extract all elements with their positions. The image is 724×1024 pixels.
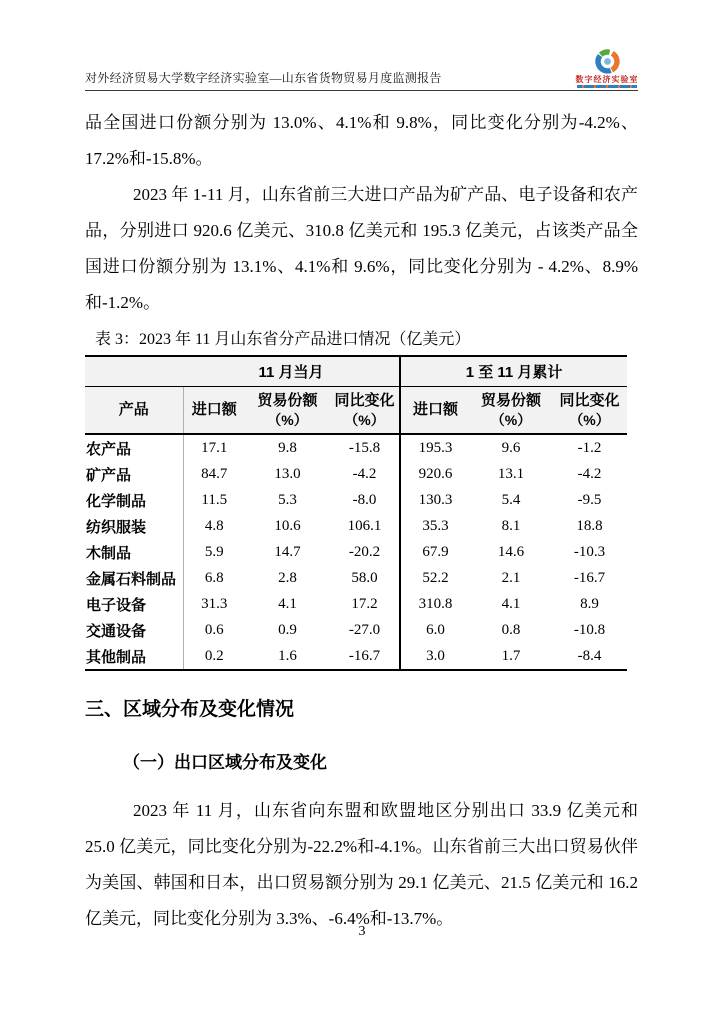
group-header-current-month: 11 月当月: [183, 356, 400, 387]
page-number: 3: [358, 924, 366, 939]
cell: -9.5: [577, 491, 602, 508]
product-name: 电子设备: [86, 596, 147, 614]
product-name: 其他制品: [86, 648, 147, 666]
group-header-cumulative: 1 至 11 月累计: [400, 356, 627, 387]
cell: -4.2: [577, 465, 602, 482]
cell: 35.3: [400, 513, 470, 539]
cell: 11.5: [183, 487, 245, 513]
cell: 84.7: [183, 461, 245, 487]
cell: 4.1: [278, 595, 297, 612]
section-title-region-distribution: 三、区域分布及变化情况: [85, 699, 295, 720]
cell: 67.9: [400, 539, 470, 565]
cell: -10.8: [573, 621, 606, 638]
cell: -1.2: [577, 439, 602, 456]
product-name: 金属石料制品: [86, 570, 177, 588]
cell: -10.3: [573, 543, 606, 560]
cell: 13.0: [274, 465, 301, 482]
table-corner-cell: [85, 356, 183, 387]
cell: 1.6: [278, 647, 297, 664]
table-caption: 表 3：2023 年 11 月山东省分产品进口情况（亿美元）: [95, 331, 471, 348]
cell: 58.0: [351, 569, 378, 586]
cell: 4.1: [501, 595, 521, 612]
cell: 17.1: [183, 434, 245, 461]
cell: 0.9: [278, 621, 297, 638]
cell: -16.7: [573, 569, 606, 586]
cell: 31.3: [183, 591, 245, 617]
cell: 18.8: [576, 517, 603, 534]
cell: -8.4: [577, 647, 602, 664]
table-row: [85, 591, 627, 617]
product-name: 纺织服装: [86, 518, 147, 536]
table-row: [85, 461, 627, 487]
cell: 130.3: [400, 487, 470, 513]
cell: 3.0: [400, 643, 470, 670]
table-row: [85, 539, 627, 565]
lab-logo: [574, 48, 640, 88]
table-row: [85, 565, 627, 591]
cell: 17.2: [351, 595, 378, 612]
paragraph-cumulative-imports: 2023 年 1-11 月，山东省前三大进口产品为矿产品、电子设备和农产品，分别进口 920.6 亿美元、310.8 亿美元和 195.3 亿美元，占该类产品全国进口份额分别为 13.1%、4.1%和 9.6%，同比变化分别为 - 4.2%、8.9%和-1.2%。: [85, 185, 638, 312]
cell: 5.3: [278, 491, 297, 508]
col-header-yoy-change-m: 同比变化 （%）: [330, 387, 400, 435]
cell: 14.6: [497, 543, 525, 560]
running-title: 对外经济贸易大学数字经济实验室—山东省货物贸易月度监测报告: [85, 71, 442, 85]
product-name: 农产品: [86, 440, 132, 458]
product-name: 化学制品: [86, 492, 147, 510]
cell: -4.2: [352, 465, 377, 482]
product-name: 木制品: [86, 544, 132, 562]
table-group-header-row: [85, 356, 627, 387]
page-header: [85, 40, 638, 91]
cell: -8.0: [352, 491, 377, 508]
lab-logo-name: 数字经济实验室: [575, 75, 639, 84]
cell: 0.6: [183, 617, 245, 643]
col-header-trade-share-c: 贸易份额 （%）: [470, 387, 552, 435]
cell: 195.3: [400, 434, 470, 461]
product-name: 交通设备: [86, 622, 147, 640]
table-sub-header-row: [85, 387, 627, 435]
paragraph-import-share-continued: 品全国进口份额分别为 13.0%、4.1%和 9.8%，同比变化分别为-4.2%、17.2%和-15.8%。: [85, 113, 638, 168]
cell: 920.6: [400, 461, 470, 487]
subsection-title-export-region: （一）出口区域分布及变化: [123, 753, 327, 772]
table-row: [85, 643, 627, 670]
globe-swirl-icon: [594, 48, 621, 75]
col-header-product: 产品: [85, 387, 183, 435]
cell: 6.8: [183, 565, 245, 591]
cell: 8.9: [580, 595, 599, 612]
cell: -20.2: [348, 543, 381, 560]
cell: 5.4: [501, 491, 521, 508]
cell: 13.1: [497, 465, 525, 482]
import-by-product-table: [85, 355, 627, 671]
cell: 106.1: [347, 517, 382, 534]
cell: 2.8: [278, 569, 297, 586]
cell: -15.8: [348, 439, 381, 456]
cell: -27.0: [348, 621, 381, 638]
table-row: [85, 617, 627, 643]
cell: 6.0: [400, 617, 470, 643]
cell: 14.7: [274, 543, 301, 560]
cell: 9.8: [278, 439, 297, 456]
table-row: [85, 434, 627, 461]
cell: 0.2: [183, 643, 245, 670]
cell: 2.1: [501, 569, 521, 586]
cell: 310.8: [400, 591, 470, 617]
col-header-import-value-c: 进口额: [400, 387, 470, 435]
cell: 52.2: [400, 565, 470, 591]
cell: 1.7: [501, 647, 521, 664]
lab-logo-subtext-bar: [577, 85, 637, 88]
table-row: [85, 487, 627, 513]
cell: 5.9: [183, 539, 245, 565]
cell: 4.8: [183, 513, 245, 539]
col-header-yoy-change-c: 同比变化 （%）: [552, 387, 627, 435]
cell: 10.6: [274, 517, 301, 534]
table-row: [85, 513, 627, 539]
paragraph-export-regions: 2023 年 11 月，山东省向东盟和欧盟地区分别出口 33.9 亿美元和 25.0 亿美元，同比变化分别为-22.2%和-4.1%。山东省前三大出口贸易伙伴为美国、韩国和日本，出口贸易额分别为 29.1 亿美元、21.5 亿美元和 16.2 亿美元，同比变化分别为 3.3%、-6.4%和-13.7%。: [85, 801, 638, 928]
cell: 0.8: [501, 621, 521, 638]
cell: 9.6: [501, 439, 521, 456]
cell: -16.7: [348, 647, 381, 664]
col-header-import-value-m: 进口额: [183, 387, 245, 435]
col-header-trade-share-m: 贸易份额 （%）: [245, 387, 330, 435]
product-name: 矿产品: [86, 466, 132, 484]
cell: 8.1: [501, 517, 521, 534]
